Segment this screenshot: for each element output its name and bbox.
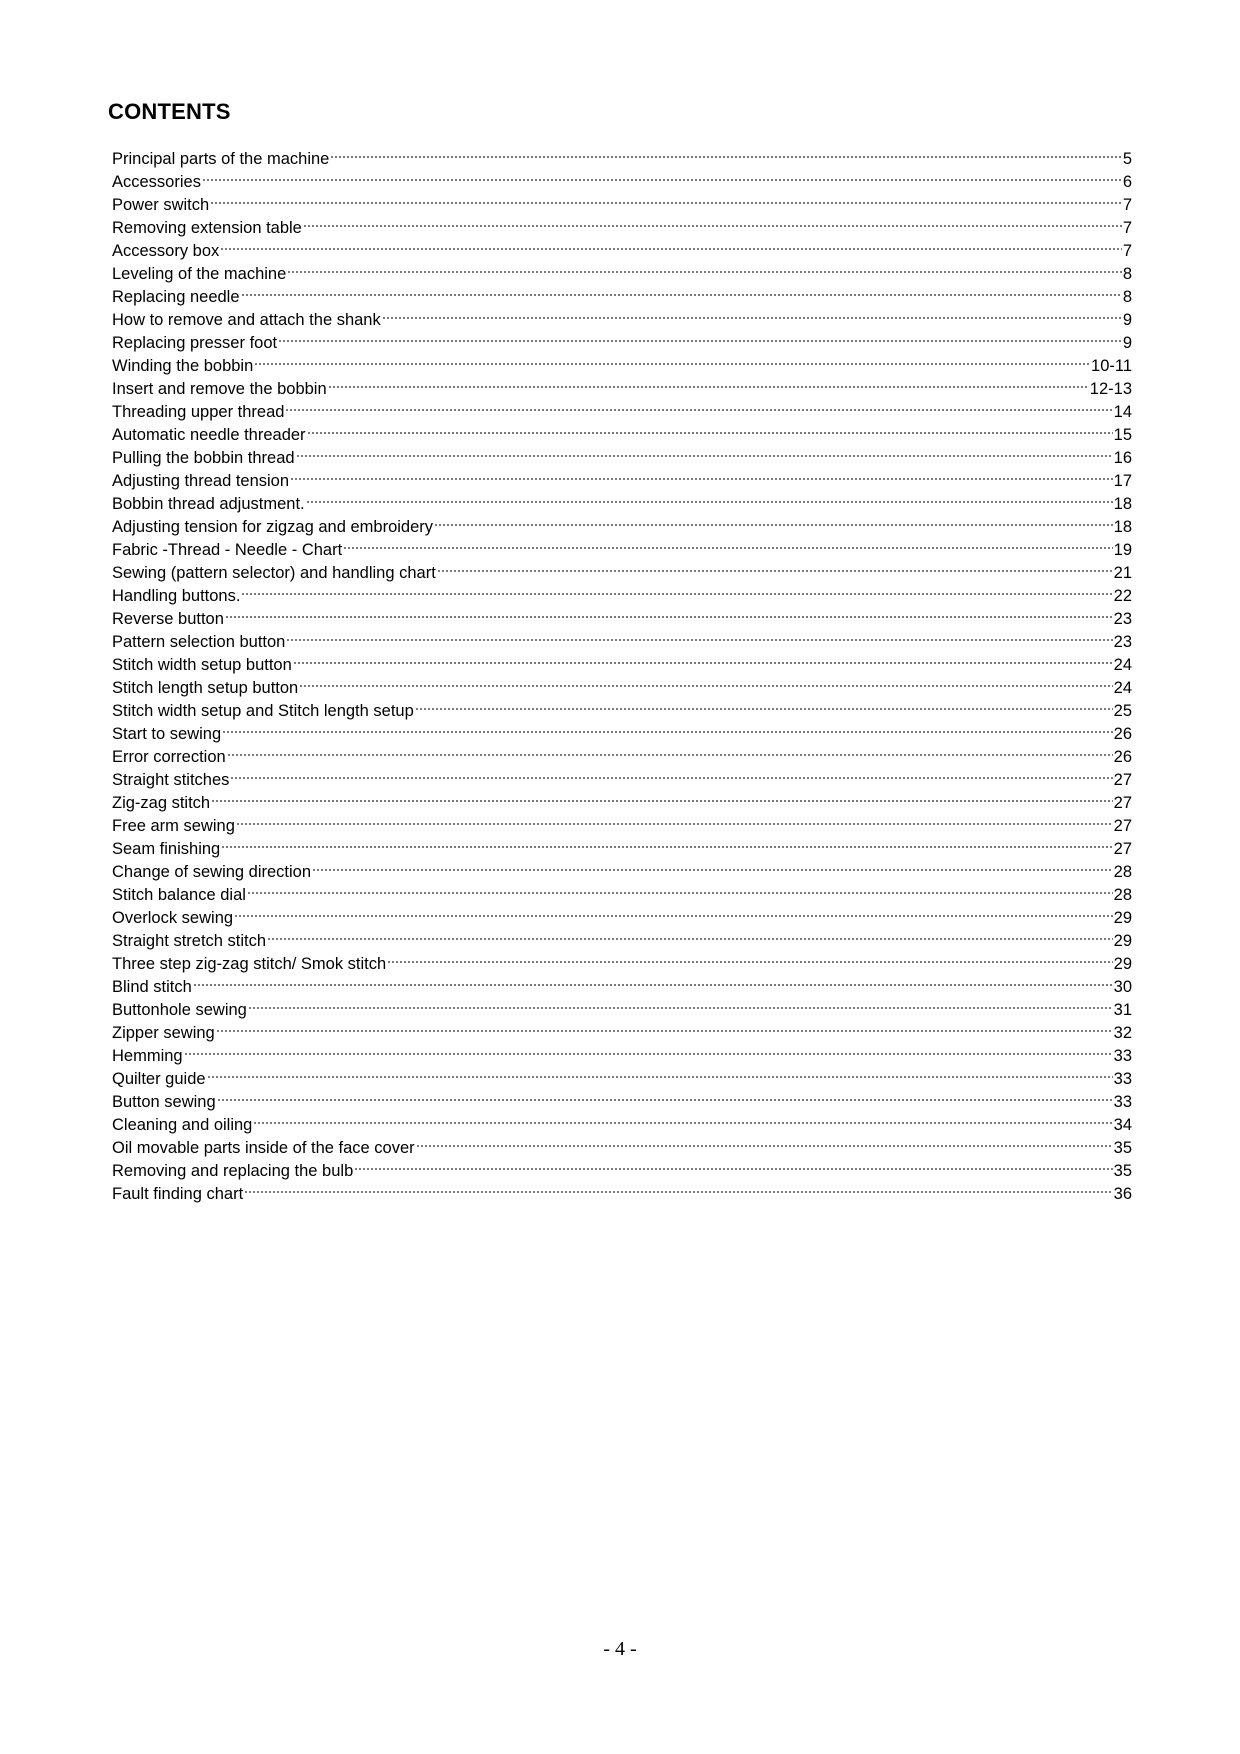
- toc-entry: [112, 1045, 1132, 1068]
- toc-entry: [112, 884, 1132, 907]
- dot-leader: [278, 338, 1122, 344]
- dot-leader: [437, 568, 1113, 574]
- toc-entry-title: Accessories: [112, 173, 201, 191]
- toc-entry: [112, 1160, 1132, 1183]
- page-number: - 4 -: [603, 1638, 637, 1660]
- toc-entry-page: 29: [1113, 932, 1132, 950]
- toc-entry-page: 36: [1113, 1185, 1132, 1203]
- toc-entry-title: Buttonhole sewing: [112, 1001, 247, 1019]
- dot-leader: [415, 706, 1113, 712]
- dot-leader: [241, 591, 1112, 597]
- dot-leader: [248, 1005, 1113, 1011]
- toc-entry: [112, 539, 1132, 562]
- toc-entry-page: 30: [1113, 978, 1132, 996]
- toc-entry-title: Fault finding chart: [112, 1185, 244, 1203]
- toc-entry-page: 31: [1113, 1001, 1132, 1019]
- toc-entry-page: 28: [1113, 863, 1132, 881]
- toc-entry: [112, 516, 1132, 539]
- dot-leader: [307, 430, 1113, 436]
- dot-leader: [254, 361, 1090, 367]
- toc-entry-title: Overlock sewing: [112, 909, 234, 927]
- toc-entry-title: Quilter guide: [112, 1070, 206, 1088]
- toc-entry-page: 19: [1113, 541, 1132, 559]
- toc-entry: [112, 194, 1132, 217]
- toc-entry-page: 23: [1113, 610, 1132, 628]
- toc-entry-page: 14: [1113, 403, 1132, 421]
- toc-entry: [112, 723, 1132, 746]
- toc-entry-title: Stitch width setup and Stitch length setup: [112, 702, 414, 720]
- toc-entry-page: 24: [1113, 679, 1132, 697]
- toc-entry: [112, 608, 1132, 631]
- toc-entry-title: Straight stitches: [112, 771, 230, 789]
- toc-entry: [112, 838, 1132, 861]
- toc-entry: [112, 240, 1132, 263]
- dot-leader: [210, 200, 1122, 206]
- dot-leader: [330, 154, 1121, 160]
- toc-entry-page: 10-11: [1091, 357, 1132, 375]
- dot-leader: [293, 660, 1113, 666]
- toc-entry-page: 29: [1113, 909, 1132, 927]
- dot-leader: [303, 223, 1122, 229]
- toc-entry-page: 17: [1113, 472, 1132, 490]
- toc-entry: [112, 1114, 1132, 1137]
- toc-entry-title: Sewing (pattern selector) and handling chart: [112, 564, 436, 582]
- dot-leader: [202, 177, 1122, 183]
- dot-leader: [211, 798, 1113, 804]
- toc-entry: [112, 1137, 1132, 1160]
- dot-leader: [290, 476, 1113, 482]
- toc-entry-page: 21: [1113, 564, 1132, 582]
- dot-leader: [285, 407, 1112, 413]
- toc-entry-title: Automatic needle threader: [112, 426, 306, 444]
- toc-entry-page: 8: [1122, 265, 1132, 283]
- toc-entry-page: 26: [1113, 725, 1132, 743]
- toc-entry-page: 27: [1113, 794, 1132, 812]
- toc-entry-page: 22: [1113, 587, 1132, 605]
- toc-entry-page: 8: [1122, 288, 1132, 306]
- toc-entry-page: 27: [1113, 771, 1132, 789]
- toc-entry-page: 35: [1113, 1139, 1132, 1157]
- toc-entry-page: 35: [1113, 1162, 1132, 1180]
- toc-entry-page: 24: [1113, 656, 1132, 674]
- toc-entry-title: Start to sewing: [112, 725, 222, 743]
- toc-entry-title: Threading upper thread: [112, 403, 285, 421]
- dot-leader: [222, 729, 1113, 735]
- toc-entry-page: 9: [1122, 334, 1132, 352]
- toc-entry: [112, 677, 1132, 700]
- toc-entry-page: 7: [1122, 219, 1132, 237]
- toc-entry: [112, 700, 1132, 723]
- toc-entry-title: Winding the bobbin: [112, 357, 254, 375]
- toc-entry-title: Power switch: [112, 196, 210, 214]
- toc-entry-title: Accessory box: [112, 242, 220, 260]
- dot-leader: [220, 246, 1122, 252]
- toc-entry-page: 6: [1122, 173, 1132, 191]
- toc-entry-page: 32: [1113, 1024, 1132, 1042]
- toc-entry-title: Hemming: [112, 1047, 183, 1065]
- toc-entry-title: Handling buttons.: [112, 587, 241, 605]
- table-of-contents: [112, 148, 1132, 1206]
- toc-entry-title: Oil movable parts inside of the face cover: [112, 1139, 415, 1157]
- toc-entry: [112, 999, 1132, 1022]
- toc-entry: [112, 401, 1132, 424]
- toc-entry-page: 23: [1113, 633, 1132, 651]
- dot-leader: [287, 269, 1122, 275]
- toc-entry-title: Bobbin thread adjustment.: [112, 495, 305, 513]
- toc-entry: [112, 585, 1132, 608]
- toc-entry-title: Stitch balance dial: [112, 886, 246, 904]
- toc-entry: [112, 1068, 1132, 1091]
- dot-leader: [267, 936, 1113, 942]
- toc-entry-title: Stitch length setup button: [112, 679, 299, 697]
- toc-entry-title: Cleaning and oiling: [112, 1116, 253, 1134]
- toc-entry: [112, 631, 1132, 654]
- toc-entry-title: Straight stretch stitch: [112, 932, 267, 950]
- dot-leader: [241, 292, 1122, 298]
- dot-leader: [230, 775, 1112, 781]
- toc-entry-title: Replacing needle: [112, 288, 240, 306]
- toc-entry: [112, 378, 1132, 401]
- toc-entry-title: Reverse button: [112, 610, 224, 628]
- toc-entry-page: 27: [1113, 817, 1132, 835]
- toc-entry-page: 33: [1113, 1047, 1132, 1065]
- toc-entry-title: Button sewing: [112, 1093, 216, 1111]
- dot-leader: [343, 545, 1112, 551]
- toc-entry-title: Adjusting thread tension: [112, 472, 290, 490]
- dot-leader: [236, 821, 1113, 827]
- dot-leader: [216, 1028, 1113, 1034]
- toc-entry: [112, 148, 1132, 171]
- toc-entry-title: Zipper sewing: [112, 1024, 215, 1042]
- toc-entry-page: 9: [1122, 311, 1132, 329]
- toc-entry: [112, 1183, 1132, 1206]
- toc-entry-title: Free arm sewing: [112, 817, 235, 835]
- toc-entry-title: Change of sewing direction: [112, 863, 312, 881]
- toc-entry-title: Removing and replacing the bulb: [112, 1162, 354, 1180]
- toc-entry-title: Fabric -Thread - Needle - Chart: [112, 541, 343, 559]
- toc-entry: [112, 1022, 1132, 1045]
- toc-entry: [112, 263, 1132, 286]
- toc-entry: [112, 355, 1132, 378]
- dot-leader: [434, 522, 1113, 528]
- dot-leader: [296, 453, 1113, 459]
- toc-entry: [112, 769, 1132, 792]
- toc-entry: [112, 815, 1132, 838]
- toc-entry-title: Leveling of the machine: [112, 265, 287, 283]
- toc-entry-title: Pattern selection button: [112, 633, 286, 651]
- dot-leader: [234, 913, 1113, 919]
- toc-entry-title: Blind stitch: [112, 978, 192, 996]
- toc-entry-title: Replacing presser foot: [112, 334, 278, 352]
- toc-entry-page: 7: [1122, 242, 1132, 260]
- toc-entry-page: 18: [1113, 518, 1132, 536]
- toc-entry-page: 29: [1113, 955, 1132, 973]
- dot-leader: [221, 844, 1112, 850]
- toc-entry-title: Insert and remove the bobbin: [112, 380, 327, 398]
- toc-entry: [112, 746, 1132, 769]
- toc-entry-title: Principal parts of the machine: [112, 150, 330, 168]
- dot-leader: [217, 1097, 1113, 1103]
- toc-entry: [112, 654, 1132, 677]
- dot-leader: [184, 1051, 1113, 1057]
- dot-leader: [253, 1120, 1112, 1126]
- toc-entry: [112, 217, 1132, 240]
- toc-entry: [112, 171, 1132, 194]
- toc-entry-page: 12-13: [1089, 380, 1132, 398]
- toc-entry: [112, 309, 1132, 332]
- dot-leader: [416, 1143, 1113, 1149]
- toc-entry-title: Seam finishing: [112, 840, 221, 858]
- toc-entry: [112, 447, 1132, 470]
- toc-entry: [112, 562, 1132, 585]
- dot-leader: [306, 499, 1113, 505]
- dot-leader: [387, 959, 1112, 965]
- toc-entry-page: 25: [1113, 702, 1132, 720]
- toc-entry-page: 5: [1122, 150, 1132, 168]
- toc-entry-page: 34: [1113, 1116, 1132, 1134]
- toc-entry-title: How to remove and attach the shank: [112, 311, 381, 329]
- toc-entry: [112, 792, 1132, 815]
- toc-entry-title: Pulling the bobbin thread: [112, 449, 295, 467]
- toc-entry-title: Removing extension table: [112, 219, 302, 237]
- toc-entry-page: 18: [1113, 495, 1132, 513]
- dot-leader: [312, 867, 1113, 873]
- toc-entry-title: Three step zig-zag stitch/ Smok stitch: [112, 955, 387, 973]
- toc-entry-page: 33: [1113, 1093, 1132, 1111]
- dot-leader: [227, 752, 1113, 758]
- toc-entry-title: Stitch width setup button: [112, 656, 292, 674]
- toc-entry: [112, 953, 1132, 976]
- toc-entry-page: 15: [1113, 426, 1132, 444]
- toc-entry: [112, 930, 1132, 953]
- toc-entry: [112, 907, 1132, 930]
- toc-entry-title: Adjusting tension for zigzag and embroidery: [112, 518, 434, 536]
- dot-leader: [193, 982, 1113, 988]
- dot-leader: [244, 1189, 1112, 1195]
- toc-entry: [112, 976, 1132, 999]
- dot-leader: [328, 384, 1089, 390]
- dot-leader: [354, 1166, 1112, 1172]
- toc-entry: [112, 424, 1132, 447]
- toc-entry: [112, 470, 1132, 493]
- page-title: CONTENTS: [108, 99, 231, 124]
- toc-entry: [112, 1091, 1132, 1114]
- toc-entry: [112, 861, 1132, 884]
- toc-entry: [112, 286, 1132, 309]
- toc-entry: [112, 332, 1132, 355]
- toc-entry-page: 27: [1113, 840, 1132, 858]
- dot-leader: [225, 614, 1113, 620]
- toc-entry-page: 33: [1113, 1070, 1132, 1088]
- toc-entry-title: Error correction: [112, 748, 226, 766]
- dot-leader: [247, 890, 1113, 896]
- toc-entry-page: 26: [1113, 748, 1132, 766]
- toc-entry: [112, 493, 1132, 516]
- toc-entry-page: 16: [1113, 449, 1132, 467]
- dot-leader: [207, 1074, 1113, 1080]
- dot-leader: [382, 315, 1122, 321]
- toc-entry-title: Zig-zag stitch: [112, 794, 211, 812]
- dot-leader: [286, 637, 1112, 643]
- dot-leader: [299, 683, 1112, 689]
- toc-entry-page: 28: [1113, 886, 1132, 904]
- toc-entry-page: 7: [1122, 196, 1132, 214]
